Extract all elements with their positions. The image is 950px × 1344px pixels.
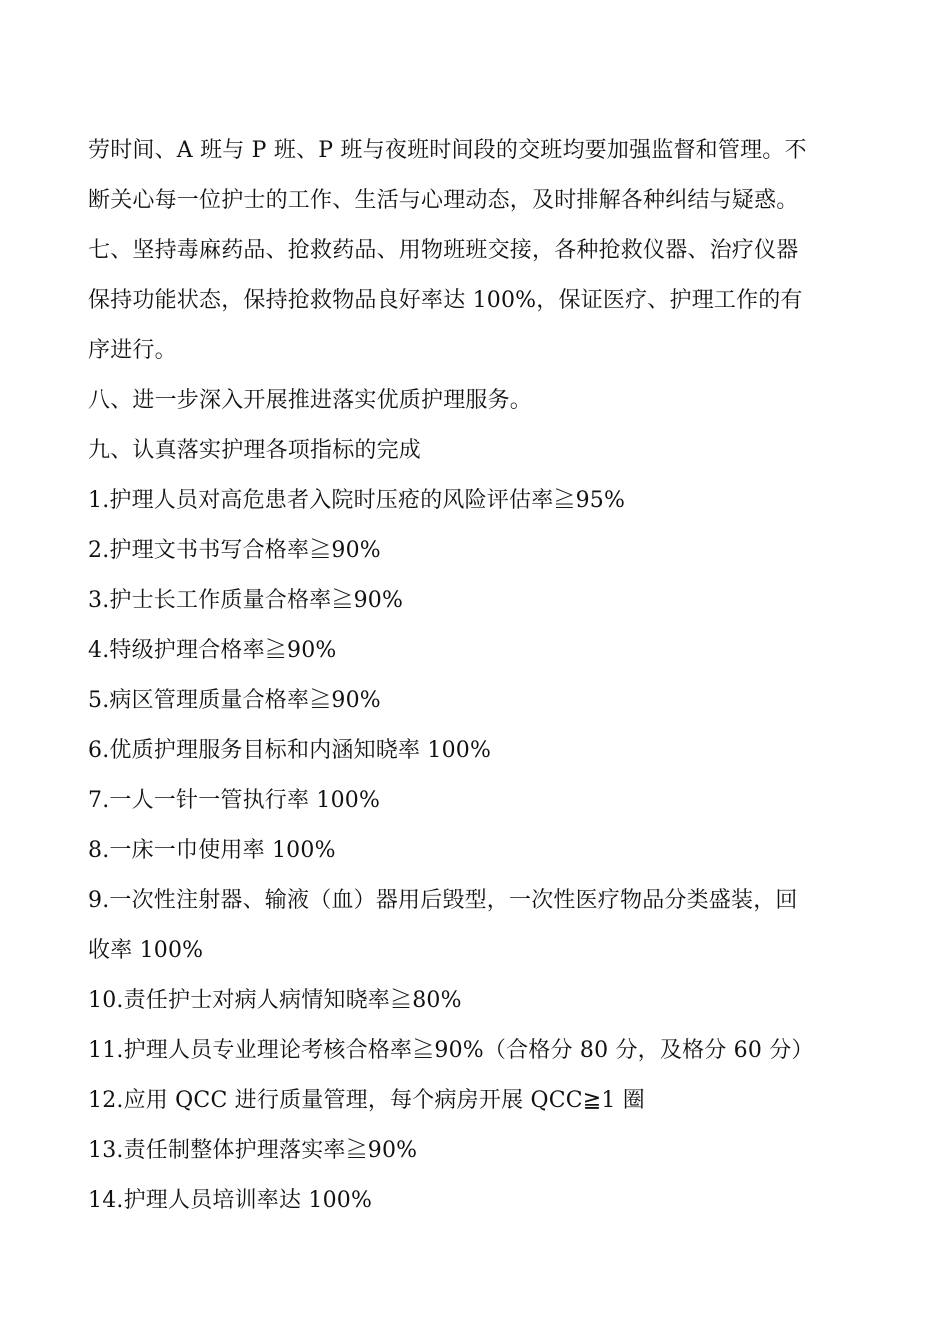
text-line-15: 8.一床一巾使用率 100% <box>88 838 336 863</box>
text-line-12: 5.病区管理质量合格率≧90% <box>88 688 381 713</box>
text-line-20: 12.应用 QCC 进行质量管理，每个病房开展 QCC≧1 圈 <box>88 1088 645 1113</box>
text-line-17: 收率 100% <box>88 938 204 963</box>
text-line-7: 九、认真落实护理各项指标的完成 <box>88 438 422 463</box>
text-line-18: 10.责任护士对病人病情知晓率≧80% <box>88 988 462 1013</box>
text-line-11: 4.特级护理合格率≧90% <box>88 638 337 663</box>
text-line-19: 11.护理人员专业理论考核合格率≧90%（合格分 80 分，及格分 60 分） <box>88 1038 814 1063</box>
text-line-5: 序进行。 <box>88 338 177 363</box>
text-line-8: 1.护理人员对高危患者入院时压疮的风险评估率≧95% <box>88 488 626 513</box>
text-line-13: 6.优质护理服务目标和内涵知晓率 100% <box>88 738 492 763</box>
text-line-2: 断关心每一位护士的工作、生活与心理动态，及时排解各种纠结与疑惑。 <box>88 188 799 213</box>
text-line-14: 7.一人一针一管执行率 100% <box>88 788 381 813</box>
text-line-6: 八、进一步深入开展推进落实优质护理服务。 <box>88 388 533 413</box>
text-line-16: 9.一次性注射器、输液（血）器用后毁型，一次性医疗物品分类盛装，回 <box>88 888 798 913</box>
text-line-9: 2.护理文书书写合格率≧90% <box>88 538 381 563</box>
text-line-22: 14.护理人员培训率达 100% <box>88 1188 373 1213</box>
text-line-3: 七、坚持毒麻药品、抢救药品、用物班班交接，各种抢救仪器、治疗仪器 <box>88 238 799 263</box>
text-line-1: 劳时间、A 班与 P 班、P 班与夜班时间段的交班均要加强监督和管理。不 <box>88 138 807 163</box>
text-line-21: 13.责任制整体护理落实率≧90% <box>88 1138 418 1163</box>
text-line-10: 3.护士长工作质量合格率≧90% <box>88 588 404 613</box>
document-body <box>88 126 878 1226</box>
text-line-4: 保持功能状态，保持抢救物品良好率达 100%，保证医疗、护理工作的有 <box>88 288 803 313</box>
